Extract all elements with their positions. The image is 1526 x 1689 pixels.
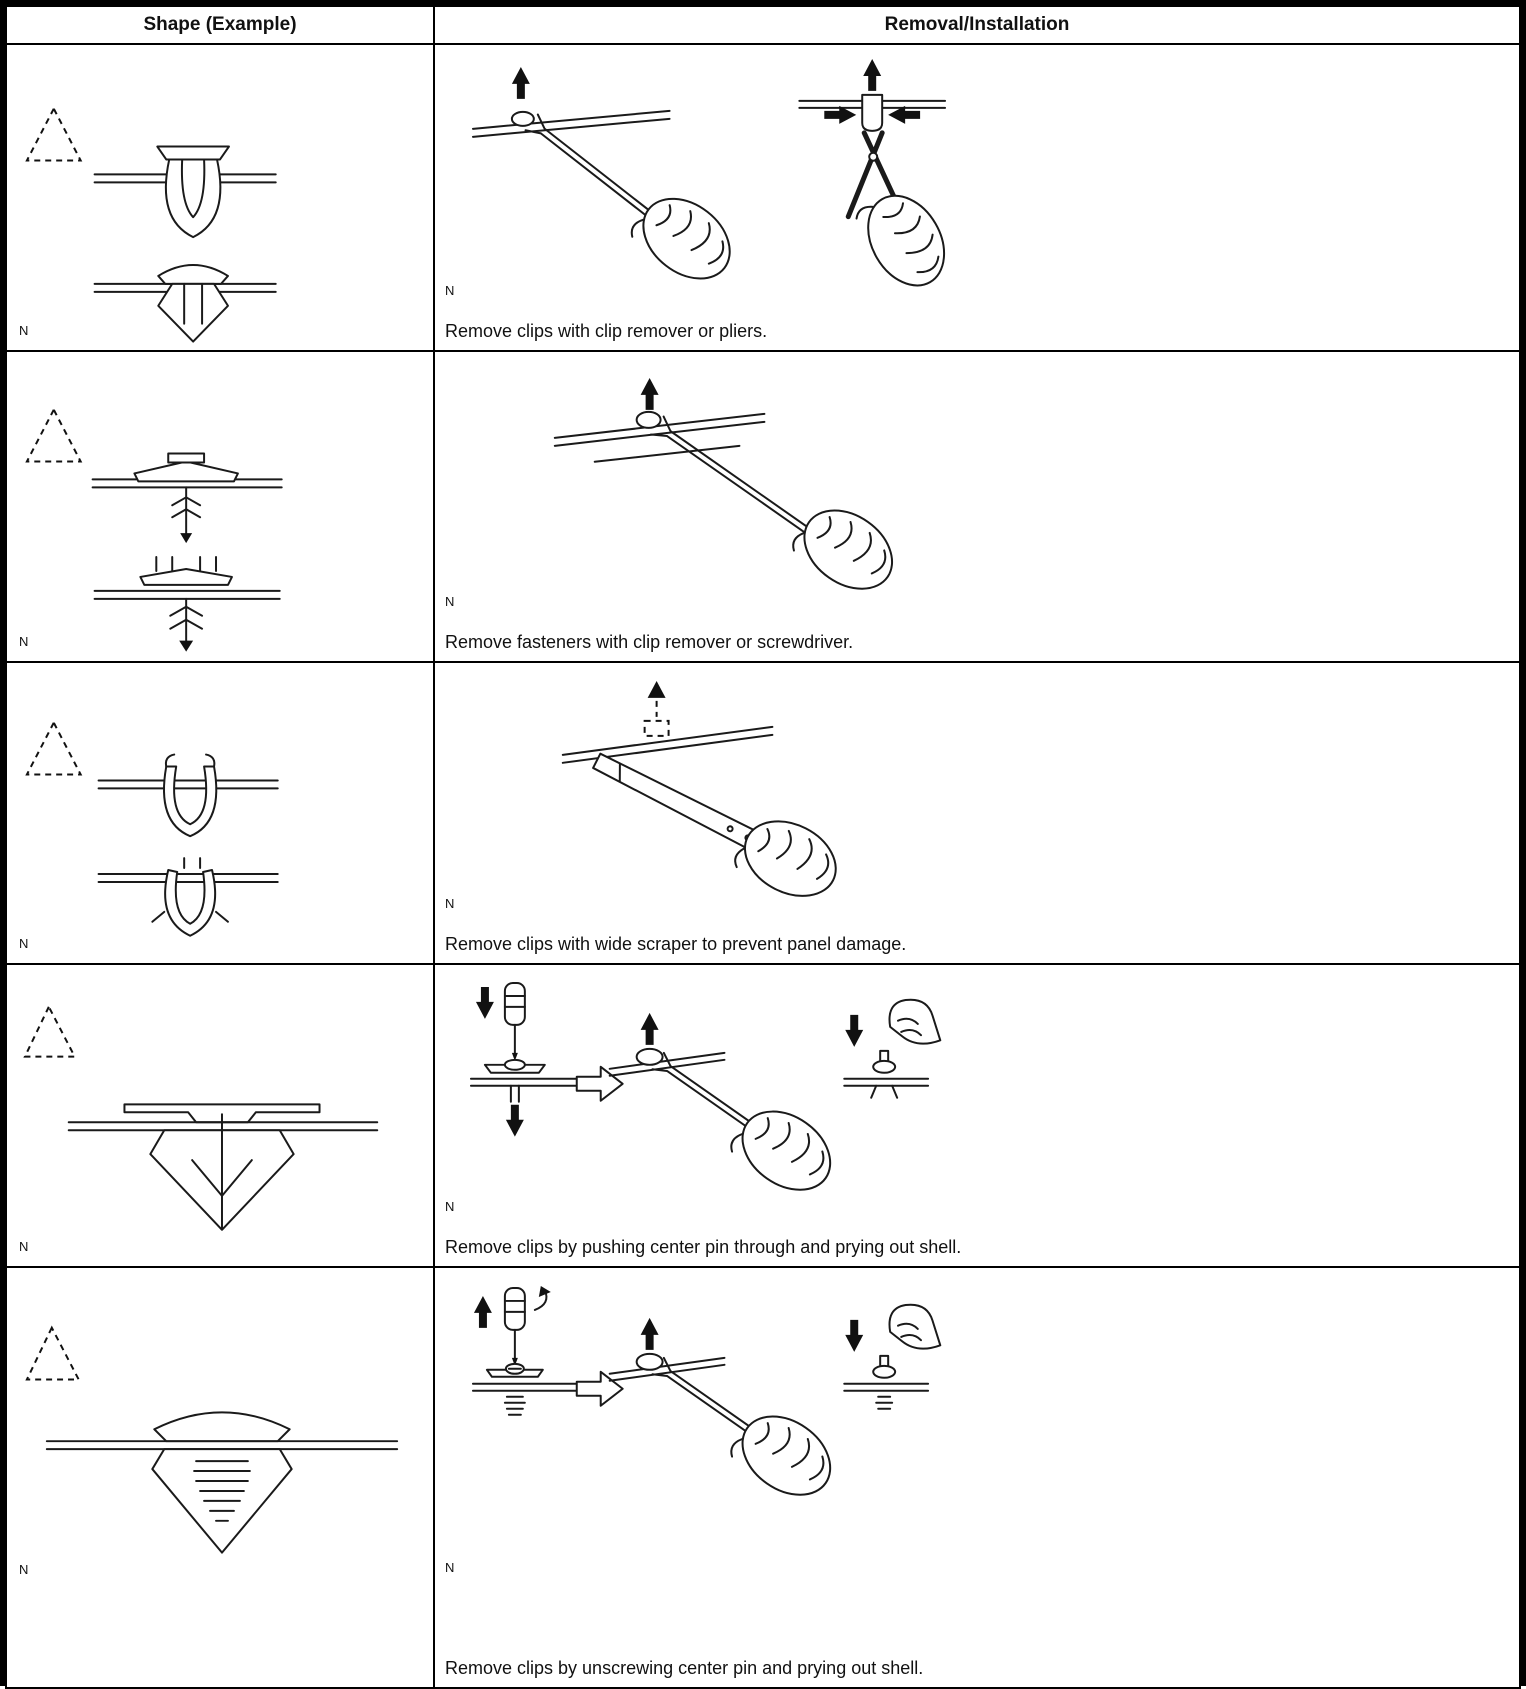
hand-icon — [726, 1094, 845, 1204]
removal-illustration-row5 — [435, 1268, 1519, 1508]
note-marker: N — [445, 1198, 455, 1214]
panel-lines — [473, 1383, 593, 1390]
table-row — [6, 1267, 1520, 1688]
shape-cell-row1 — [6, 44, 434, 351]
panel-lines — [610, 1052, 725, 1075]
removal-illustration-row1 — [435, 45, 1519, 300]
table-row — [6, 964, 1520, 1267]
hand-icon — [627, 181, 746, 294]
pry-shell-step — [610, 1012, 845, 1204]
unscrew-pin-step — [473, 1286, 593, 1415]
down-arrow-icon — [845, 1319, 863, 1351]
shape-cell-row4 — [6, 964, 434, 1267]
instruction-caption: Remove clips by unscrewing center pin and prying out shell. — [445, 1657, 924, 1678]
dashed-triangle-marker — [25, 1006, 75, 1056]
up-arrow-icon — [641, 378, 659, 410]
table-row — [6, 662, 1520, 964]
instruction-caption: Remove clips with clip remover or pliers. — [445, 321, 768, 341]
up-arrow-icon — [512, 67, 530, 99]
up-arrow-icon — [641, 1012, 659, 1044]
clip-remover-scene — [473, 67, 745, 295]
hand-icon — [852, 181, 959, 299]
sequence-arrow-icon — [577, 1066, 623, 1100]
clip-shapes-illustration-row2 — [7, 352, 433, 661]
flanged-fastener-icon — [93, 454, 282, 544]
removal-cell-row5 — [434, 1267, 1520, 1688]
panel-lines — [595, 446, 740, 462]
clip-icon — [862, 95, 882, 131]
table-row — [6, 44, 1520, 351]
clip-shapes-illustration-row3 — [7, 663, 433, 962]
sequence-arrow-icon — [577, 1371, 623, 1405]
clip-icon — [873, 1060, 895, 1072]
screwdriver-icon — [505, 1288, 525, 1366]
center-pin — [880, 1050, 888, 1060]
note-marker: N — [19, 1238, 29, 1254]
note-marker: N — [445, 283, 455, 298]
hand-icon — [788, 493, 907, 601]
instruction-caption: Remove fasteners with clip remover or screwdriver. — [445, 631, 854, 652]
dashed-triangle-marker — [27, 722, 81, 774]
shape-cell-row5 — [6, 1267, 434, 1688]
pliers-scene — [799, 59, 959, 299]
down-arrow-icon — [845, 1014, 863, 1046]
panel-lines — [610, 1357, 725, 1380]
dashed-triangle-marker — [27, 1327, 79, 1379]
panel-lines — [844, 1383, 928, 1390]
removal-illustration-row4 — [435, 965, 1519, 1205]
spring-clip-icon — [99, 754, 278, 836]
note-marker: N — [445, 1559, 455, 1575]
clip-icon — [512, 112, 534, 126]
hand-icon — [731, 805, 849, 910]
removal-illustration-row3 — [435, 663, 1519, 918]
removal-illustration-row2 — [435, 352, 1519, 602]
reinstall-step — [844, 994, 948, 1097]
dashed-up-arrow-icon — [648, 681, 666, 698]
note-marker: N — [19, 323, 29, 338]
note-marker: N — [19, 1561, 29, 1577]
arrowhead-clip-icon — [95, 265, 276, 342]
reinstall-step — [844, 1299, 948, 1408]
dashed-triangle-marker — [27, 410, 81, 462]
note-marker: N — [19, 935, 29, 951]
removal-cell-row1 — [434, 44, 1520, 351]
clip-legs — [871, 1085, 897, 1097]
note-marker: N — [445, 593, 455, 609]
down-arrow-icon — [476, 987, 494, 1019]
push-pin-clip-icon — [69, 1104, 378, 1229]
clip-shapes-illustration-row4 — [7, 965, 433, 1264]
instruction-caption: Remove clips by pushing center pin through and prying out shell. — [445, 1236, 962, 1257]
expansion-fastener-icon — [95, 557, 280, 652]
clip-shell — [637, 1353, 663, 1369]
down-arrow-icon — [506, 1104, 524, 1136]
clip-icon — [873, 1365, 895, 1377]
removal-cell-row4 — [434, 964, 1520, 1267]
removal-cell-row2 — [434, 351, 1520, 662]
pry-shell-step — [610, 1317, 845, 1507]
screw-type-clip-icon — [47, 1412, 397, 1552]
dashed-triangle-marker — [27, 109, 81, 161]
split-spring-clip-icon — [99, 858, 278, 936]
hand-icon — [726, 1399, 845, 1507]
shape-cell-row3 — [6, 662, 434, 964]
pin-through — [511, 1085, 519, 1101]
screwdriver-icon — [505, 983, 525, 1061]
screw-threads — [876, 1396, 892, 1408]
fastener-removal-table — [5, 5, 1521, 1689]
up-arrow-icon — [863, 59, 881, 91]
clip-shell — [637, 1048, 663, 1064]
clip-shapes-illustration-row1 — [7, 45, 433, 344]
removal-cell-row3 — [434, 662, 1520, 964]
col-header-shape: Shape (Example) — [6, 6, 434, 44]
note-marker: N — [445, 895, 455, 911]
finger-hand-icon — [884, 994, 948, 1048]
up-arrow-icon — [641, 1317, 659, 1349]
panel-lines — [844, 1078, 928, 1085]
clip-shapes-illustration-row5 — [7, 1268, 433, 1567]
table-row — [6, 351, 1520, 662]
fastener-icon — [637, 412, 661, 428]
note-marker: N — [19, 633, 29, 649]
u-type-clip-icon — [95, 147, 276, 238]
instruction-caption: Remove clips with wide scraper to prevent panel damage. — [445, 933, 907, 954]
center-pin — [505, 1059, 525, 1069]
screw-threads — [505, 1396, 525, 1414]
removed-clip-outline — [645, 720, 669, 735]
push-pin-step — [471, 983, 595, 1137]
shape-cell-row2 — [6, 351, 434, 662]
center-pin — [880, 1355, 888, 1365]
finger-hand-icon — [884, 1299, 948, 1353]
header-row — [6, 6, 1520, 44]
up-arrow-icon — [474, 1295, 492, 1327]
rotation-arrow-head — [539, 1286, 551, 1297]
col-header-removal: Removal/Installation — [434, 6, 1520, 44]
panel-lines — [473, 111, 670, 137]
